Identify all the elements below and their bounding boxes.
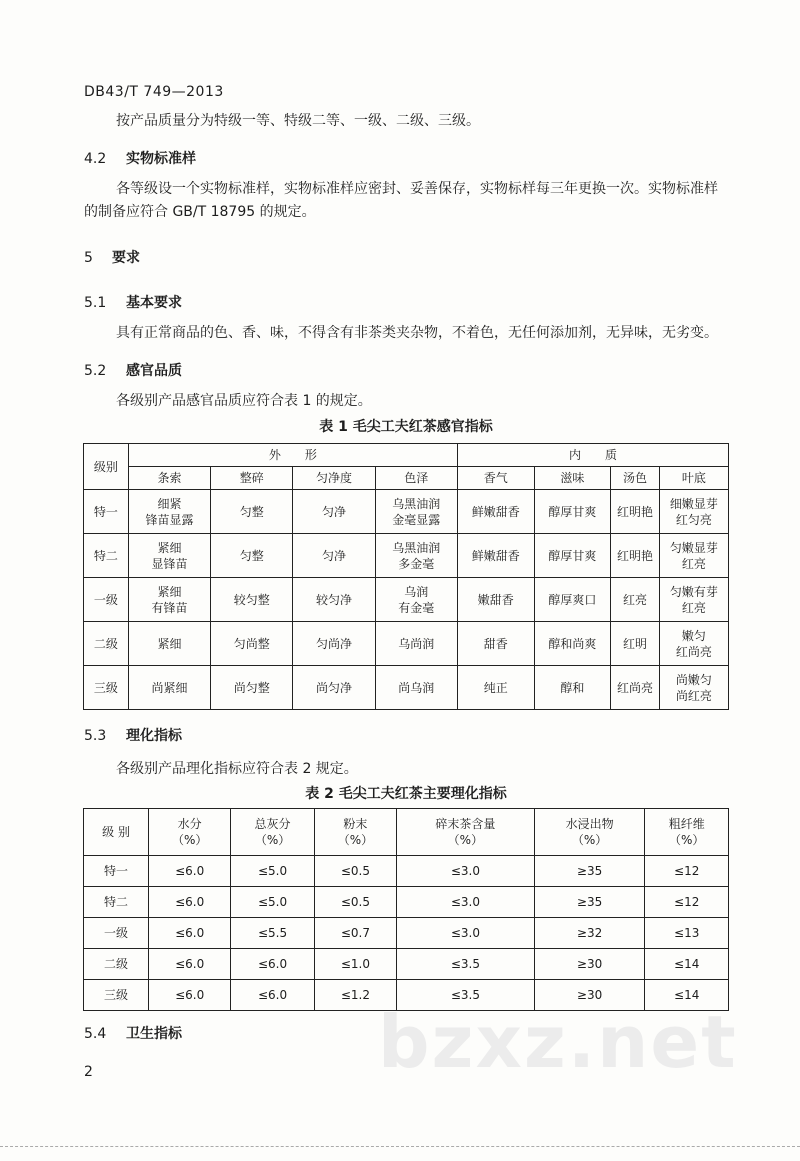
document-code: DB43/T 749—2013 <box>84 84 224 100</box>
table-cell: ≤0.7 <box>314 918 396 949</box>
table-cell: 匀整 <box>211 534 293 578</box>
table-cell: ≥35 <box>534 887 645 918</box>
table-cell: ≤5.5 <box>231 918 315 949</box>
table-cell: 醇和尚爽 <box>534 622 611 666</box>
table-cell: 醇和 <box>534 666 611 710</box>
table-cell: 鲜嫩甜香 <box>457 490 534 534</box>
table-cell: ≤6.0 <box>149 856 231 887</box>
table-cell: 紧细 <box>128 622 210 666</box>
table-cell: ≤6.0 <box>149 887 231 918</box>
section-title: 卫生指标 <box>126 1026 182 1042</box>
table-cell: ≤6.0 <box>149 980 231 1011</box>
section-5-3-heading <box>84 725 182 745</box>
table-row <box>84 534 729 578</box>
table-cell: ≤6.0 <box>149 949 231 980</box>
table-cell: 匀嫩显芽 红亮 <box>659 534 728 578</box>
section-5-1-text: 具有正常商品的色、香、味，不得含有非茶类夹杂物，不着色，无任何添加剂，无异味，无劣变。 <box>116 325 718 341</box>
table-cell: 乌黑油润 多金毫 <box>375 534 457 578</box>
section-title: 感官品质 <box>126 363 182 379</box>
table-cell: 鲜嫩甜香 <box>457 534 534 578</box>
grade-cell: 特二 <box>84 534 129 578</box>
physicochemical-table-body <box>84 856 729 1011</box>
table-cell: 尚嫩匀 尚红亮 <box>659 666 728 710</box>
table-header-row <box>84 809 729 856</box>
table-cell: ≤3.5 <box>397 980 535 1011</box>
table-cell: 尚匀净 <box>293 666 375 710</box>
section-number: 5.4 <box>84 1026 107 1042</box>
table-cell: ≤3.5 <box>397 949 535 980</box>
table-cell: 匀尚整 <box>211 622 293 666</box>
section-5-1-heading <box>84 292 182 312</box>
table-cell: ≤3.0 <box>397 918 535 949</box>
grade-cell: 三级 <box>84 980 149 1011</box>
section-title: 基本要求 <box>126 295 182 311</box>
column-header: 碎末茶含量 （%） <box>397 809 535 856</box>
section-number: 5.2 <box>84 363 107 379</box>
table-cell: 较匀整 <box>211 578 293 622</box>
section-5-2-text: 各级别产品感官品质应符合表 1 的规定。 <box>116 393 372 409</box>
table-cell: ≤6.0 <box>231 949 315 980</box>
table-cell: 红尚亮 <box>611 666 660 710</box>
table-row <box>84 622 729 666</box>
table-cell: 甜香 <box>457 622 534 666</box>
page-number: 2 <box>84 1064 93 1080</box>
table-cell: 醇厚爽口 <box>534 578 611 622</box>
table-cell: ≤14 <box>645 980 729 1011</box>
table-cell: 纯正 <box>457 666 534 710</box>
section-5-heading <box>84 247 140 267</box>
column-header: 粗纤维 （%） <box>645 809 729 856</box>
table-cell: ≥35 <box>534 856 645 887</box>
section-title: 要求 <box>112 250 140 266</box>
table1-caption: 表 1 毛尖工夫红茶感官指标 <box>319 419 493 435</box>
table-cell: 红明艳 <box>611 490 660 534</box>
table-cell: ≤5.0 <box>231 856 315 887</box>
table-cell: ≤13 <box>645 918 729 949</box>
column-header: 粉末 （%） <box>314 809 396 856</box>
table-cell: ≤1.0 <box>314 949 396 980</box>
section-5-3-text: 各级别产品理化指标应符合表 2 规定。 <box>116 761 358 777</box>
table-cell: 紧细 有锋苗 <box>128 578 210 622</box>
table-cell: 尚紧细 <box>128 666 210 710</box>
column-header: 级 别 <box>84 809 149 856</box>
table-cell: ≤0.5 <box>314 887 396 918</box>
column-header: 叶底 <box>659 467 728 490</box>
table-cell: ≥30 <box>534 949 645 980</box>
column-header: 水浸出物 （%） <box>534 809 645 856</box>
table-cell: 匀整 <box>211 490 293 534</box>
table-cell: 紧细 显锋苗 <box>128 534 210 578</box>
table-row <box>84 856 729 887</box>
inner-quality-group-header: 内 质 <box>457 444 728 467</box>
table-cell: 较匀净 <box>293 578 375 622</box>
table-cell: ≤0.5 <box>314 856 396 887</box>
table-row <box>84 578 729 622</box>
grade-cell: 二级 <box>84 622 129 666</box>
grade-intro-text: 按产品质量分为特级一等、特级二等、一级、二级、三级。 <box>116 113 480 129</box>
table-cell: 细紧 锋苗显露 <box>128 490 210 534</box>
table-cell: ≥30 <box>534 980 645 1011</box>
section-number: 5.3 <box>84 728 107 744</box>
table-cell: ≤3.0 <box>397 887 535 918</box>
table-cell: 嫩甜香 <box>457 578 534 622</box>
column-header: 滋味 <box>534 467 611 490</box>
table-row <box>84 949 729 980</box>
column-header: 色泽 <box>375 467 457 490</box>
table-cell: 匀嫩有芽 红亮 <box>659 578 728 622</box>
table-cell: ≤3.0 <box>397 856 535 887</box>
table-cell: 尚匀整 <box>211 666 293 710</box>
table-cell: 红明艳 <box>611 534 660 578</box>
table2-caption: 表 2 毛尖工夫红茶主要理化指标 <box>305 786 507 802</box>
table-cell: 红明 <box>611 622 660 666</box>
sensory-quality-table <box>83 443 729 710</box>
table-cell: 乌尚润 <box>375 622 457 666</box>
table-cell: 匀净 <box>293 534 375 578</box>
table-cell: ≤12 <box>645 856 729 887</box>
section-number: 5.1 <box>84 295 107 311</box>
table-cell: 细嫩显芽 红匀亮 <box>659 490 728 534</box>
grade-cell: 一级 <box>84 918 149 949</box>
section-5-4-heading <box>84 1023 182 1043</box>
table-row <box>84 666 729 710</box>
section-number: 5 <box>84 250 93 266</box>
table-cell: 匀尚净 <box>293 622 375 666</box>
table-cell: ≤1.2 <box>314 980 396 1011</box>
column-header: 香气 <box>457 467 534 490</box>
table-row <box>84 490 729 534</box>
table-cell: 乌黑油润 金毫显露 <box>375 490 457 534</box>
grade-cell: 特二 <box>84 887 149 918</box>
appearance-group-header: 外 形 <box>128 444 457 467</box>
column-header: 总灰分 （%） <box>231 809 315 856</box>
table-cell: 醇厚甘爽 <box>534 490 611 534</box>
table-cell: 醇厚甘爽 <box>534 534 611 578</box>
sensory-table-body <box>84 490 729 710</box>
section-number: 4.2 <box>84 151 107 167</box>
table-cell: ≤12 <box>645 887 729 918</box>
table-cell: ≤6.0 <box>149 918 231 949</box>
table-row <box>84 918 729 949</box>
section-4-2-heading <box>84 148 196 168</box>
page-edge-divider <box>0 1146 800 1147</box>
watermark: bzxz.net <box>378 1000 738 1084</box>
table-cell: ≤6.0 <box>231 980 315 1011</box>
grade-cell: 一级 <box>84 578 129 622</box>
table-cell: 乌润 有金毫 <box>375 578 457 622</box>
table-cell: 嫩匀 红尚亮 <box>659 622 728 666</box>
grade-cell: 三级 <box>84 666 129 710</box>
column-header: 水分 （%） <box>149 809 231 856</box>
physicochemical-table <box>83 808 729 1011</box>
grade-cell: 二级 <box>84 949 149 980</box>
section-5-2-heading <box>84 360 182 380</box>
grade-cell: 特一 <box>84 856 149 887</box>
grade-header: 级别 <box>84 444 129 490</box>
column-header: 整碎 <box>211 467 293 490</box>
table-cell: 匀净 <box>293 490 375 534</box>
section-title: 理化指标 <box>126 728 182 744</box>
column-header: 匀净度 <box>293 467 375 490</box>
section-4-2-text-line2: 的制备应符合 GB/T 18795 的规定。 <box>84 204 316 220</box>
table-cell: 尚乌润 <box>375 666 457 710</box>
table-cell: ≤14 <box>645 949 729 980</box>
section-title: 实物标准样 <box>126 151 196 167</box>
table-row <box>84 887 729 918</box>
grade-cell: 特一 <box>84 490 129 534</box>
table-cell: ≥32 <box>534 918 645 949</box>
table-cell: ≤5.0 <box>231 887 315 918</box>
table-cell: 红亮 <box>611 578 660 622</box>
column-header: 条索 <box>128 467 210 490</box>
column-header: 汤色 <box>611 467 660 490</box>
section-4-2-text-line1: 各等级设一个实物标准样，实物标准样应密封、妥善保存，实物标样每三年更换一次。实物标准样 <box>116 181 718 197</box>
